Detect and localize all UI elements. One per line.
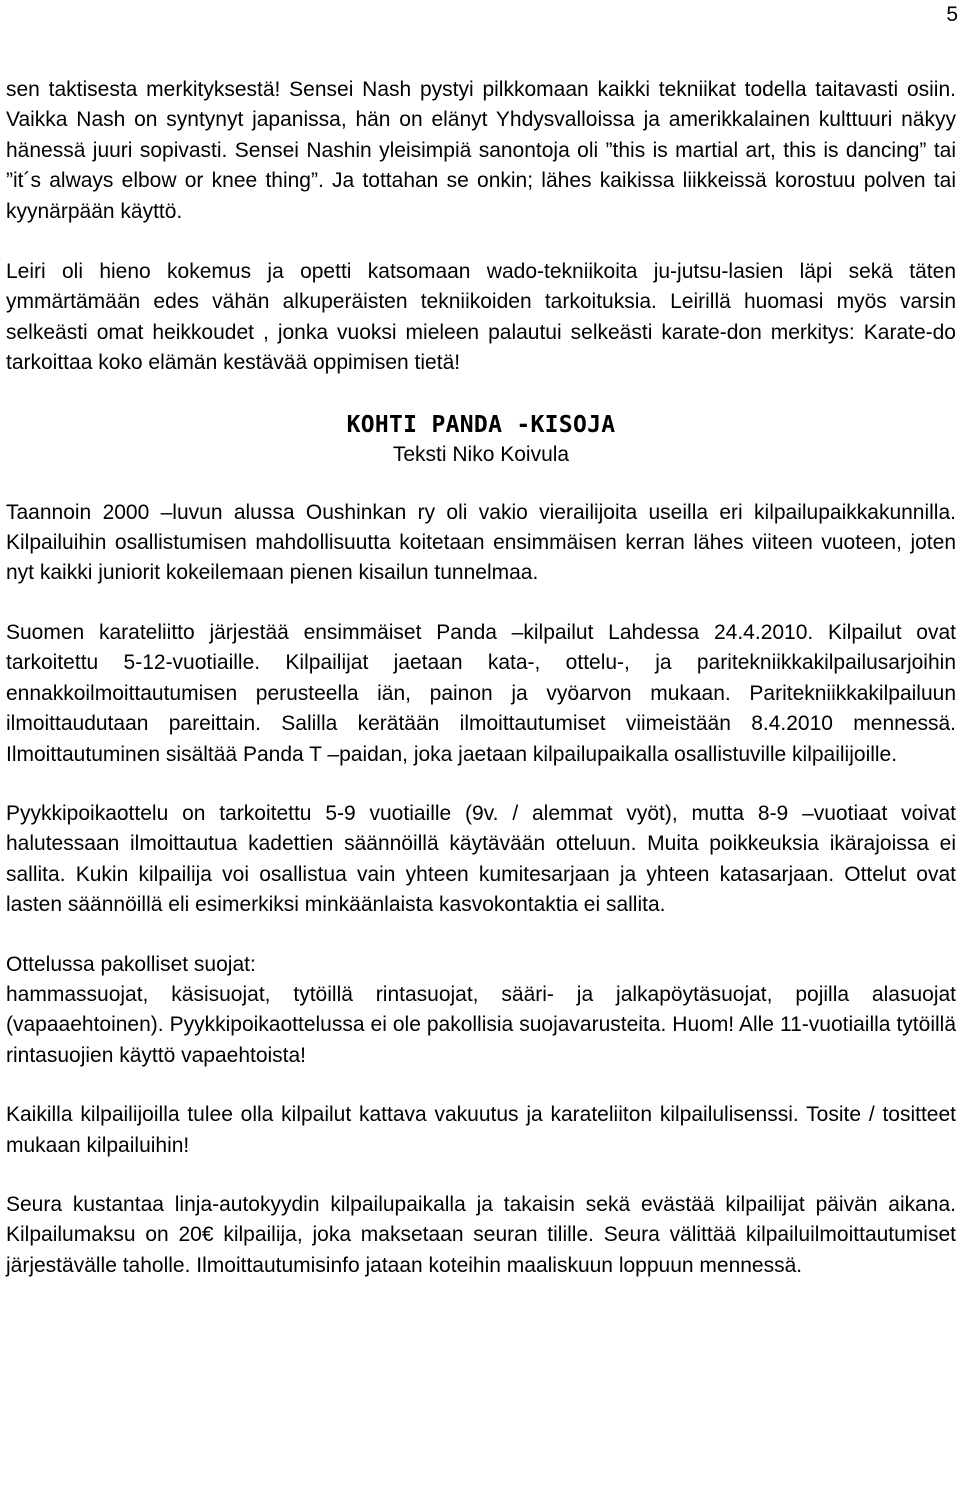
- protective-gear-heading: Ottelussa pakolliset suojat:: [6, 952, 256, 976]
- article-byline: Teksti Niko Koivula: [392, 442, 570, 466]
- article-title: KOHTI PANDA -KISOJA: [346, 411, 616, 438]
- article-paragraph-1: Taannoin 2000 –luvun alussa Oushinkan ry oli vakio vierailijoita useilla eri kilpailupaikkakunnilla. Kilpailuihin osallistumisen mahdollisuutta koitetaan ensimmäisen kerran lähes viiteen vuoteen, joten nyt kaikki juniorit kokeilemaan pienen kisailun tunnelmaa.: [6, 500, 956, 585]
- protective-gear-list: hammassuojat, käsisuojat, tytöillä rintasuojat, sääri- ja jalkapöytäsuojat, pojilla alasuojat (vapaaehtoinen). Pyykkipoikaottelussa ei ole pakollisia suojavarusteita. Huom! Alle 11-vuotiailla tytöillä rintasuojien käyttö vapaehtoista!: [6, 982, 956, 1067]
- article-paragraph-insurance: Kaikilla kilpailijoilla tulee olla kilpailut kattava vakuutus ja karateliiton kilpailulisenssi. Tosite / tositteet mukaan kilpailuihin!: [6, 1103, 956, 1157]
- article-paragraph-3: Pyykkipoikaottelu on tarkoitettu 5-9 vuotiaille (9v. / alemmat vyöt), mutta 8-9 –vuotiaat voivat halutessaan ilmoittautua kadettien säännöillä käytävään otteluun. Muita poikkeuksia ikärajoissa ei sallita. Kukin kilpailija voi osallistua vain yhteen kumitesarjaan ja yhteen katasarjaan. Ottelut ovat lasten säännöillä eli esimerkiksi minkäänlaista kasvokontaktia ei sallita.: [6, 801, 956, 917]
- intro-paragraph-2: Leiri oli hieno kokemus ja opetti katsomaan wado-tekniikoita ju-jutsu-lasien läpi sekä täten ymmärtämään edes vähän alkuperäisten tekniikoiden tarkoituksia. Leirillä huomasi myös varsin selkeästi omat heikkoudet , jonka vuoksi mieleen palautui selkeästi karate-don merkitys: Karate-do tarkoittaa koko elämän kestävää oppimisen tietä!: [6, 260, 956, 375]
- article-paragraph-transport: Seura kustantaa linja-autokyydin kilpailupaikalla ja takaisin sekä evästää kilpailijat päivän aikana. Kilpailumaksu on 20€ kilpailija, joka maksetaan seuran tilille. Seura välittää kilpailuilmoittautumiset järjestävälle taholle. Ilmoittautumisinfo jataan koteihin maaliskuun loppuun mennessä.: [6, 1192, 956, 1277]
- intro-paragraph-1: sen taktisesta merkityksestä! Sensei Nash pystyi pilkkomaan kaikki tekniikat todella taitavasti osiin. Vaikka Nash on syntynyt japanissa, hän on elänyt Yhdysvalloissa ja amerikkalainen kulttuuri näkyy hänessä juuri sopivasti. Sensei Nashin yleisimpiä sanontoja oli ”this is martial art, this is dancing” tai ”it´s always elbow or knee thing”. Ja tottahan se onkin; lähes kaikissa liikkeissä korostuu polven tai kyynärpään käyttö.: [6, 78, 956, 223]
- document-body: [6, 75, 956, 1281]
- article-header: [6, 410, 956, 470]
- article-paragraph-2: Suomen karateliitto järjestää ensimmäiset Panda –kilpailut Lahdessa 24.4.2010. Kilpailut ovat tarkoitettu 5-12-vuotiaille. Kilpailijat jaetaan kata-, ottelu-, ja paritekniikkakilpailusarjoihin ennakkoilmoittautumisen perusteella iän, painon ja vyöarvon mukaan. Paritekniikkakilpailuun ilmoittaudutaan pareittain. Salilla kerätään ilmoittautumiset viimeistään 8.4.2010 mennessä. Ilmoittautuminen sisältää Panda T –paidan, joka jaetaan kilpailupaikalla osallistuville kilpailijoille.: [6, 620, 956, 766]
- page-number: 5: [946, 3, 958, 26]
